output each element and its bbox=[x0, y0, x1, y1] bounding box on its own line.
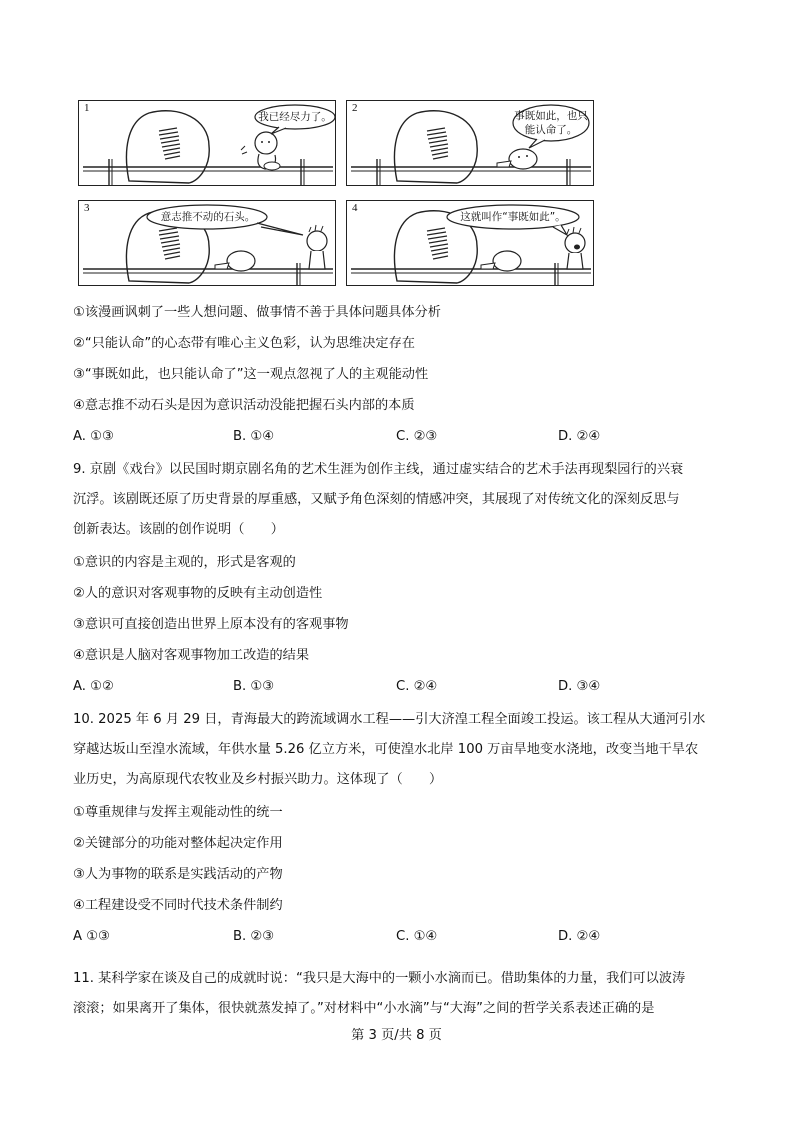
q10-stem-line-1: 10. 2025 年 6 月 29 日，青海最大的跨流域调水工程——引大济湟工程全面竣工投运。该工程从大通河引水 bbox=[73, 712, 706, 727]
q10-stem-line-2: 穿越达坂山至湟水流域，年供水量 5.26 亿立方米，可使湟水北岸 100 万亩旱地变水浇地，改变当地干旱农 bbox=[73, 742, 699, 757]
q9-options bbox=[73, 677, 733, 697]
option-a[interactable]: A ①③ bbox=[73, 929, 110, 944]
option-b[interactable]: B. ②③ bbox=[233, 929, 275, 944]
panel-number: 4 bbox=[352, 202, 358, 214]
option-a[interactable]: A. ①② bbox=[73, 679, 114, 694]
option-c[interactable]: C. ①④ bbox=[396, 929, 438, 944]
q9-statement-2: ②人的意识对客观事物的反映有主动创造性 bbox=[73, 586, 323, 601]
speech-bubble-text: 我已经尽力了。 bbox=[258, 111, 332, 123]
q10-statement-3: ③人为事物的联系是实践活动的产物 bbox=[73, 867, 283, 882]
q8-statement-1: ①该漫画讽刺了一些人想问题、做事情不善于具体问题具体分析 bbox=[73, 305, 441, 320]
option-c[interactable]: C. ②④ bbox=[396, 679, 438, 694]
option-b[interactable]: B. ①④ bbox=[233, 429, 275, 444]
panel-number: 1 bbox=[84, 102, 90, 114]
q11-stem-line-2: 滚滚；如果离开了集体，很快就蒸发掉了。”对材料中“小水滴”与“大海”之间的哲学关系表述正确的是 bbox=[73, 1001, 655, 1016]
q9-stem-line-3: 创新表达。该剧的创作说明（ ） bbox=[73, 522, 284, 537]
q8-statement-2: ②“只能认命”的心态带有唯心主义色彩，认为思维决定存在 bbox=[73, 336, 415, 351]
q9-stem-line-2: 沉浮。该剧既还原了历史背景的厚重感，又赋予角色深刻的情感冲突，其展现了对传统文化的深刻反思与 bbox=[73, 492, 680, 507]
q8-statement-4: ④意志推不动石头是因为意识活动没能把握石头内部的本质 bbox=[73, 398, 415, 413]
option-a[interactable]: A. ①③ bbox=[73, 429, 114, 444]
option-d[interactable]: D. ③④ bbox=[558, 679, 601, 694]
speech-bubble-text: 这就叫作“事既如此”。 bbox=[460, 211, 566, 223]
comic-strip bbox=[78, 100, 594, 286]
q9-statement-1: ①意识的内容是主观的，形式是客观的 bbox=[73, 555, 296, 570]
option-d[interactable]: D. ②④ bbox=[558, 429, 601, 444]
option-c[interactable]: C. ②③ bbox=[396, 429, 438, 444]
q10-stem-line-3: 业历史，为高原现代农牧业及乡村振兴助力。这体现了（ ） bbox=[73, 772, 443, 787]
speech-bubble-text: 意志推不动的石头。 bbox=[160, 211, 256, 223]
panel-number: 2 bbox=[352, 102, 358, 114]
q8-statement-3: ③“事既如此，也只能认命了”这一观点忽视了人的主观能动性 bbox=[73, 367, 429, 382]
q10-statement-2: ②关键部分的功能对整体起决定作用 bbox=[73, 836, 283, 851]
comic-panel-4 bbox=[346, 200, 594, 286]
q8-options bbox=[73, 427, 733, 447]
page-number-footer: 第 3 页/共 8 页 bbox=[351, 1028, 442, 1043]
option-b[interactable]: B. ①③ bbox=[233, 679, 275, 694]
speech-bubble-text-line-2: 能认命了。 bbox=[524, 124, 578, 136]
q10-options bbox=[73, 927, 733, 947]
q9-statement-4: ④意识是人脑对客观事物加工改造的结果 bbox=[73, 648, 310, 663]
panel-number: 3 bbox=[84, 202, 90, 214]
speech-bubble-text-line-1: 事既如此，也只 bbox=[514, 110, 588, 122]
q9-stem-line-1: 9. 京剧《戏台》以民国时期京剧名角的艺术生涯为创作主线，通过虚实结合的艺术手法再现梨园行的兴衰 bbox=[73, 462, 684, 477]
comic-panel-3 bbox=[78, 200, 336, 286]
q9-statement-3: ③意识可直接创造出世界上原本没有的客观事物 bbox=[73, 617, 349, 632]
q10-statement-1: ①尊重规律与发挥主观能动性的统一 bbox=[73, 805, 283, 820]
q11-stem-line-1: 11. 某科学家在谈及自己的成就时说：“我只是大海中的一颗小水滴而已。借助集体的力量，我们可以波涛 bbox=[73, 971, 686, 986]
comic-panel-1 bbox=[78, 100, 336, 186]
option-d[interactable]: D. ②④ bbox=[558, 929, 601, 944]
q10-statement-4: ④工程建设受不同时代技术条件制约 bbox=[73, 898, 283, 913]
comic-panel-2 bbox=[346, 100, 594, 186]
